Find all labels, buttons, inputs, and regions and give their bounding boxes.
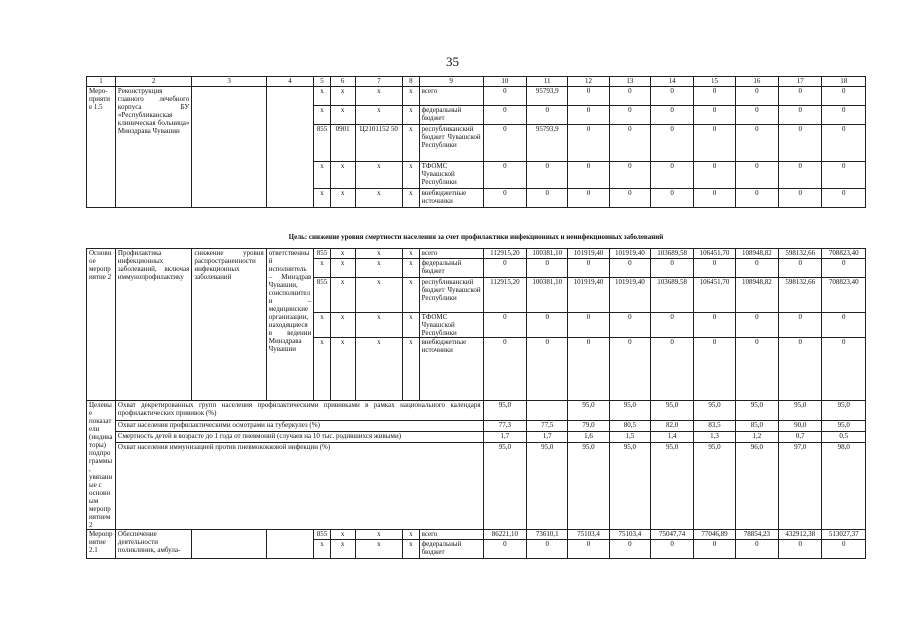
value-cell: 95,0: [527, 442, 568, 529]
table-cell: x: [330, 162, 355, 189]
value-cell: 0: [694, 259, 735, 278]
table-cell: [266, 87, 314, 208]
value-cell: 0: [568, 162, 609, 189]
goal-heading: Цель: снижение уровня смертности населения за счет профилактики инфекционных и неинфекционных заболеваний: [288, 233, 664, 241]
value-cell: 78854,23: [735, 530, 778, 540]
column-header: 6: [330, 77, 355, 87]
value-cell: 0: [483, 540, 526, 559]
page-number: 35: [446, 54, 459, 69]
value-cell: 0: [694, 540, 735, 559]
value-cell: 112915,20: [483, 278, 526, 313]
value-cell: 0: [568, 313, 609, 338]
value-cell: 0: [527, 338, 568, 401]
value-cell: 0: [609, 162, 650, 189]
value-cell: 106451,70: [694, 249, 735, 259]
column-header: 4: [266, 77, 314, 87]
value-cell: 0: [735, 125, 778, 162]
value-cell: 0: [822, 189, 866, 208]
value-cell: 101919,40: [609, 249, 650, 259]
value-cell: 0: [694, 125, 735, 162]
indicator-text: Охват населения профилактическими осмотрами на туберкулез (%): [115, 421, 483, 432]
value-cell: 0: [650, 540, 693, 559]
event-label: Основное мероприятие 2: [87, 249, 116, 401]
table-cell: x: [403, 87, 420, 106]
table-cell: x: [403, 259, 420, 278]
table-cell: x: [355, 540, 403, 559]
value-cell: 0: [650, 313, 693, 338]
header-row: [87, 77, 866, 87]
value-cell: 79,0: [568, 421, 609, 432]
value-cell: 95793,9: [527, 125, 568, 162]
value-cell: 0: [650, 189, 693, 208]
table-cell: x: [314, 189, 331, 208]
value-cell: 0: [735, 338, 778, 401]
value-cell: 0: [527, 162, 568, 189]
budget-table-top: [86, 76, 866, 208]
table-cell: x: [314, 259, 331, 278]
value-cell: 0: [779, 338, 822, 401]
column-header: 15: [694, 77, 735, 87]
value-cell: 0: [822, 540, 866, 559]
value-cell: 0: [822, 313, 866, 338]
table-cell: x: [403, 313, 420, 338]
value-cell: 598132,66: [779, 278, 822, 313]
value-cell: 97,0: [779, 442, 822, 529]
value-cell: 77,3: [483, 421, 526, 432]
column-header: 1: [87, 77, 116, 87]
event-label: Мероприятие 2.1: [87, 530, 116, 559]
value-cell: 0: [568, 106, 609, 125]
value-cell: 95,0: [483, 442, 526, 529]
value-cell: 96,0: [735, 442, 778, 529]
value-cell: 95,0: [822, 401, 866, 421]
value-cell: 0: [609, 189, 650, 208]
table-cell: x: [330, 313, 355, 338]
value-cell: 0: [527, 313, 568, 338]
value-cell: 0: [779, 106, 822, 125]
value-cell: 0: [568, 338, 609, 401]
value-cell: 95,0: [735, 401, 778, 421]
column-header: 17: [779, 77, 822, 87]
funding-source: всего: [419, 87, 483, 106]
value-cell: 80,5: [609, 421, 650, 432]
value-cell: 98,0: [822, 442, 866, 529]
value-cell: 95,0: [694, 442, 735, 529]
value-cell: 0: [735, 313, 778, 338]
column-header: 8: [403, 77, 420, 87]
value-cell: 1,7: [483, 432, 526, 443]
value-cell: 1,4: [650, 432, 693, 443]
column-header: 3: [192, 77, 266, 87]
funding-source: федеральный бюджет: [419, 106, 483, 125]
value-cell: 1,6: [568, 432, 609, 443]
value-cell: 0: [779, 162, 822, 189]
table-cell: x: [330, 530, 355, 540]
table-cell: x: [355, 249, 403, 259]
value-cell: 95,0: [694, 401, 735, 421]
value-cell: 0: [822, 125, 866, 162]
value-cell: 0: [609, 313, 650, 338]
table-cell: x: [355, 106, 403, 125]
table-cell: x: [330, 540, 355, 559]
table-cell: 855: [314, 530, 331, 540]
funding-source: ТФОМС Чувашской Республики: [419, 313, 483, 338]
value-cell: 0: [483, 259, 526, 278]
value-cell: 0: [822, 106, 866, 125]
table-cell: 0901: [330, 125, 355, 162]
event-name: Профилактика инфекционных заболеваний, включая иммунопрофилактику: [115, 249, 191, 401]
indicators-label: Целевые показатели (индикаторы) подпрограммы, увязанные с основным мероприятием 2: [87, 401, 116, 530]
table-cell: x: [314, 313, 331, 338]
value-cell: 0: [694, 313, 735, 338]
indicator-row: [87, 401, 866, 421]
value-cell: 0: [822, 259, 866, 278]
value-cell: 101919,40: [568, 249, 609, 259]
table-cell: x: [314, 540, 331, 559]
table-cell: x: [403, 249, 420, 259]
value-cell: 0: [694, 338, 735, 401]
indicator-text: Смертность детей в возрасте до 1 года от пневмоний (случаев на 10 тыс. родившихся живыми): [115, 432, 483, 443]
funding-source: внебюджетные источники: [419, 338, 483, 401]
table-row: [87, 87, 866, 106]
table-cell: x: [330, 189, 355, 208]
funding-source: республиканский бюджет Чувашской Республики: [419, 125, 483, 162]
table-cell: Ц2101152 50: [355, 125, 403, 162]
value-cell: 513027,37: [822, 530, 866, 540]
column-header: 7: [355, 77, 403, 87]
value-cell: 708823,40: [822, 249, 866, 259]
table-cell: x: [330, 106, 355, 125]
value-cell: 0: [735, 259, 778, 278]
value-cell: 103689,58: [650, 278, 693, 313]
value-cell: 0: [527, 540, 568, 559]
value-cell: 0: [568, 125, 609, 162]
value-cell: 0: [483, 162, 526, 189]
table-cell: 855: [314, 278, 331, 313]
value-cell: 598132,66: [779, 249, 822, 259]
table-cell: x: [403, 162, 420, 189]
value-cell: 0,7: [779, 432, 822, 443]
table-cell: x: [355, 530, 403, 540]
value-cell: 0: [527, 106, 568, 125]
value-cell: 75103,4: [568, 530, 609, 540]
value-cell: 0: [779, 259, 822, 278]
value-cell: 0: [483, 106, 526, 125]
indicator-row: [87, 421, 866, 432]
column-header: 14: [650, 77, 693, 87]
value-cell: 0: [483, 313, 526, 338]
goal-description: снижение уровня распространенности инфекционных заболеваний: [192, 249, 266, 401]
table-cell: x: [403, 540, 420, 559]
value-cell: 108948,82: [735, 278, 778, 313]
value-cell: 0: [527, 259, 568, 278]
funding-source: ТФОМС Чувашской Республики: [419, 162, 483, 189]
value-cell: 95,0: [568, 401, 609, 421]
table-cell: x: [403, 125, 420, 162]
value-cell: 0: [694, 162, 735, 189]
table-cell: x: [314, 162, 331, 189]
table-cell: x: [355, 259, 403, 278]
table-cell: [192, 87, 266, 208]
value-cell: 95,0: [650, 442, 693, 529]
indicator-row: [87, 442, 866, 529]
value-cell: 95,0: [609, 442, 650, 529]
value-cell: 0: [822, 162, 866, 189]
column-header: 9: [419, 77, 483, 87]
value-cell: 0: [735, 87, 778, 106]
budget-table-bottom: [86, 248, 866, 559]
table-cell: x: [355, 338, 403, 401]
table-cell: x: [330, 259, 355, 278]
value-cell: 1,3: [694, 432, 735, 443]
table-cell: x: [403, 189, 420, 208]
value-cell: 0: [609, 87, 650, 106]
value-cell: 112915,20: [483, 249, 526, 259]
value-cell: 0: [609, 540, 650, 559]
value-cell: 77,5: [527, 421, 568, 432]
value-cell: 0: [735, 162, 778, 189]
table-cell: [266, 530, 314, 559]
value-cell: 86221,10: [483, 530, 526, 540]
table-cell: [192, 530, 266, 559]
column-header: 16: [735, 77, 778, 87]
table-cell: x: [330, 338, 355, 401]
value-cell: 0: [609, 259, 650, 278]
column-header: 18: [822, 77, 866, 87]
value-cell: 0: [568, 540, 609, 559]
value-cell: 0: [694, 87, 735, 106]
value-cell: 0: [483, 338, 526, 401]
executor-description: ответственный исполнитель – Минздрав Чувашии, соисполнители – медицинские организации, находящиеся в ведении Минздрава Чувашии: [266, 249, 314, 401]
funding-source: всего: [419, 249, 483, 259]
value-cell: 0: [650, 106, 693, 125]
funding-source: внебюджетные источники: [419, 189, 483, 208]
funding-source: федеральный бюджет: [419, 259, 483, 278]
value-cell: 0: [527, 189, 568, 208]
value-cell: 0: [650, 162, 693, 189]
value-cell: 0: [650, 125, 693, 162]
value-cell: 0: [650, 259, 693, 278]
value-cell: 95793,9: [527, 87, 568, 106]
table-row: [87, 249, 866, 259]
value-cell: 0: [694, 189, 735, 208]
table-cell: 855: [314, 249, 331, 259]
value-cell: 0: [483, 125, 526, 162]
value-cell: 0: [609, 106, 650, 125]
table-cell: x: [403, 530, 420, 540]
column-header: 13: [609, 77, 650, 87]
funding-source: всего: [419, 530, 483, 540]
column-header: 10: [483, 77, 526, 87]
table-cell: x: [330, 87, 355, 106]
value-cell: 106451,70: [694, 278, 735, 313]
indicator-text: Охват декретированных групп населения профилактическими прививками в рамках национального календаря профилактических прививок (%): [115, 401, 483, 421]
value-cell: 0: [568, 259, 609, 278]
table-cell: x: [403, 106, 420, 125]
table-cell: 855: [314, 125, 331, 162]
value-cell: 0: [694, 106, 735, 125]
value-cell: 77046,89: [694, 530, 735, 540]
value-cell: 95,0: [822, 421, 866, 432]
value-cell: 0: [779, 313, 822, 338]
value-cell: 0: [779, 189, 822, 208]
value-cell: 83,5: [694, 421, 735, 432]
value-cell: 95,0: [779, 401, 822, 421]
funding-source: республиканский бюджет Чувашской Республики: [419, 278, 483, 313]
column-header: 12: [568, 77, 609, 87]
table-cell: x: [403, 278, 420, 313]
value-cell: 0: [735, 106, 778, 125]
value-cell: 0: [779, 125, 822, 162]
value-cell: 95,0: [483, 401, 526, 421]
value-cell: 90,0: [779, 421, 822, 432]
value-cell: 0: [822, 87, 866, 106]
indicator-text: Охват населения иммунизацией против пневмококковой инфекции (%): [115, 442, 483, 529]
value-cell: 101919,40: [609, 278, 650, 313]
value-cell: 0: [483, 189, 526, 208]
value-cell: 0: [779, 87, 822, 106]
value-cell: 0: [735, 540, 778, 559]
column-header: 5: [314, 77, 331, 87]
value-cell: 1,2: [735, 432, 778, 443]
table-cell: x: [355, 278, 403, 313]
value-cell: 0: [568, 87, 609, 106]
table-cell: x: [314, 87, 331, 106]
table-cell: x: [330, 249, 355, 259]
table-row: [87, 530, 866, 540]
value-cell: 708823,40: [822, 278, 866, 313]
value-cell: 432912,38: [779, 530, 822, 540]
value-cell: 95,0: [568, 442, 609, 529]
table-cell: x: [355, 313, 403, 338]
value-cell: 0: [568, 189, 609, 208]
value-cell: 0: [735, 189, 778, 208]
value-cell: 100381,10: [527, 278, 568, 313]
value-cell: 82,0: [650, 421, 693, 432]
value-cell: 95,0: [650, 401, 693, 421]
column-header: 11: [527, 77, 568, 87]
table-cell: x: [403, 338, 420, 401]
value-cell: 0: [822, 338, 866, 401]
event-name: Реконструкция главного лечебного корпуса БУ «Республиканская клиническая больница» Минздрава Чувашии: [115, 87, 191, 208]
indicator-row: [87, 432, 866, 443]
value-cell: 0,5: [822, 432, 866, 443]
value-cell: 0: [650, 87, 693, 106]
value-cell: 0: [609, 338, 650, 401]
table-cell: x: [355, 189, 403, 208]
value-cell: 0: [483, 87, 526, 106]
value-cell: 75047,74: [650, 530, 693, 540]
value-cell: 101919,40: [568, 278, 609, 313]
value-cell: 0: [779, 540, 822, 559]
value-cell: 75103,4: [609, 530, 650, 540]
value-cell: 85,0: [735, 421, 778, 432]
table-cell: x: [355, 162, 403, 189]
value-cell: 73610,1: [527, 530, 568, 540]
table-cell: x: [355, 87, 403, 106]
event-label: Меро-приятие 1.5: [87, 87, 116, 208]
value-cell: 0: [609, 125, 650, 162]
value-cell: 95,0: [609, 401, 650, 421]
value-cell: 1,7: [527, 432, 568, 443]
table-cell: x: [314, 338, 331, 401]
table-cell: x: [330, 278, 355, 313]
value-cell: 108948,82: [735, 249, 778, 259]
value-cell: 0: [650, 338, 693, 401]
column-header: 2: [115, 77, 191, 87]
value-cell: 1,5: [609, 432, 650, 443]
event-name: Обеспечение деятельности поликлиник, амбула-: [115, 530, 191, 559]
table-cell: x: [314, 106, 331, 125]
value-cell: 103689,58: [650, 249, 693, 259]
funding-source: федеральный бюджет: [419, 540, 483, 559]
value-cell: [527, 401, 568, 421]
value-cell: 100381,10: [527, 249, 568, 259]
